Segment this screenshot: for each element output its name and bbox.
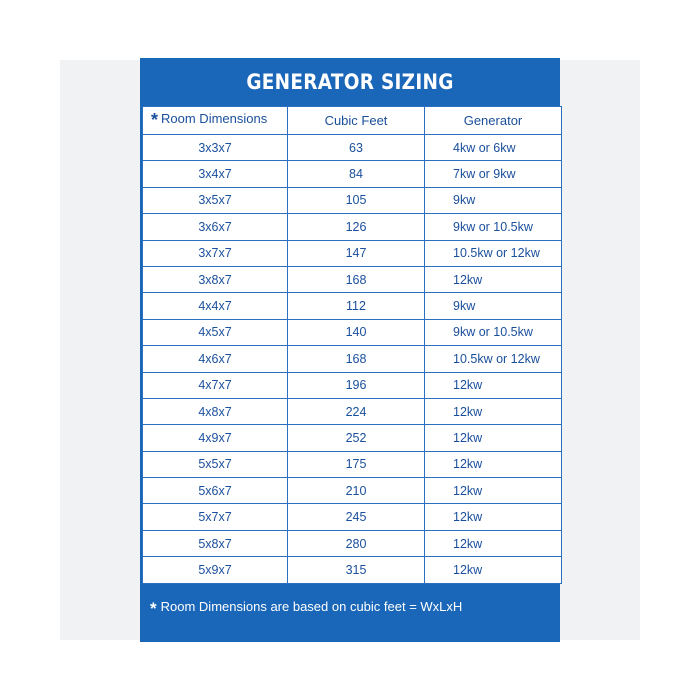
- cell-room-dimensions: 4x9x7: [143, 425, 288, 451]
- table-row: [143, 504, 562, 530]
- cell-cubic-feet: 210: [288, 478, 425, 504]
- cell-cubic-feet: 105: [288, 187, 425, 213]
- table-row: [143, 319, 562, 345]
- footnote: [150, 599, 462, 619]
- cell-generator: 9kw: [425, 293, 562, 319]
- table-row: [143, 557, 562, 583]
- cell-room-dimensions: 4x8x7: [143, 398, 288, 424]
- table-row: [143, 478, 562, 504]
- header-cubic-feet: Cubic Feet: [288, 107, 425, 135]
- cell-generator: 12kw: [425, 478, 562, 504]
- cell-room-dimensions: 3x8x7: [143, 266, 288, 292]
- cell-cubic-feet: 175: [288, 451, 425, 477]
- table-row: [143, 214, 562, 240]
- cell-generator: 12kw: [425, 451, 562, 477]
- cell-cubic-feet: 112: [288, 293, 425, 319]
- cell-room-dimensions: 5x7x7: [143, 504, 288, 530]
- cell-room-dimensions: 5x6x7: [143, 478, 288, 504]
- cell-cubic-feet: 196: [288, 372, 425, 398]
- cell-cubic-feet: 280: [288, 530, 425, 556]
- cell-cubic-feet: 224: [288, 398, 425, 424]
- cell-room-dimensions: 4x7x7: [143, 372, 288, 398]
- cell-room-dimensions: 5x8x7: [143, 530, 288, 556]
- asterisk-marker: *: [150, 599, 157, 618]
- cell-generator: 12kw: [425, 504, 562, 530]
- header-room-dimensions-label: Room Dimensions: [161, 111, 268, 126]
- cell-room-dimensions: 4x5x7: [143, 319, 288, 345]
- cell-cubic-feet: 245: [288, 504, 425, 530]
- cell-generator: 12kw: [425, 398, 562, 424]
- cell-generator: 10.5kw or 12kw: [425, 346, 562, 372]
- header-room-dimensions: [143, 107, 288, 135]
- table-row: [143, 425, 562, 451]
- cell-room-dimensions: 4x6x7: [143, 346, 288, 372]
- cell-generator: 9kw or 10.5kw: [425, 319, 562, 345]
- table-row: [143, 187, 562, 213]
- cell-cubic-feet: 168: [288, 346, 425, 372]
- cell-cubic-feet: 315: [288, 557, 425, 583]
- table-row: [143, 451, 562, 477]
- cell-room-dimensions: 3x5x7: [143, 187, 288, 213]
- cell-generator: 9kw: [425, 187, 562, 213]
- cell-cubic-feet: 63: [288, 135, 425, 161]
- table-row: [143, 240, 562, 266]
- cell-cubic-feet: 168: [288, 266, 425, 292]
- cell-generator: 12kw: [425, 266, 562, 292]
- asterisk-marker: *: [151, 110, 159, 130]
- cell-generator: 12kw: [425, 425, 562, 451]
- cell-cubic-feet: 252: [288, 425, 425, 451]
- cell-generator: 4kw or 6kw: [425, 135, 562, 161]
- cell-cubic-feet: 84: [288, 161, 425, 187]
- table-row: [143, 530, 562, 556]
- footnote-text: Room Dimensions are based on cubic feet = WxLxH: [160, 599, 463, 614]
- cell-generator: 12kw: [425, 557, 562, 583]
- cell-generator: 9kw or 10.5kw: [425, 214, 562, 240]
- cell-cubic-feet: 147: [288, 240, 425, 266]
- table-row: [143, 266, 562, 292]
- cell-generator: 10.5kw or 12kw: [425, 240, 562, 266]
- cell-room-dimensions: 4x4x7: [143, 293, 288, 319]
- table-row: [143, 372, 562, 398]
- page-title: GENERATOR SIZING: [246, 70, 454, 94]
- cell-generator: 7kw or 9kw: [425, 161, 562, 187]
- cell-room-dimensions: 3x3x7: [143, 135, 288, 161]
- table-row: [143, 398, 562, 424]
- cell-generator: 12kw: [425, 372, 562, 398]
- cell-room-dimensions: 3x7x7: [143, 240, 288, 266]
- table-row: [143, 161, 562, 187]
- generator-sizing-card: [140, 58, 560, 642]
- cell-room-dimensions: 5x9x7: [143, 557, 288, 583]
- generator-sizing-table: [142, 106, 562, 584]
- cell-room-dimensions: 5x5x7: [143, 451, 288, 477]
- cell-room-dimensions: 3x6x7: [143, 214, 288, 240]
- cell-cubic-feet: 126: [288, 214, 425, 240]
- table-row: [143, 135, 562, 161]
- table-row: [143, 293, 562, 319]
- table-row: [143, 346, 562, 372]
- cell-generator: 12kw: [425, 530, 562, 556]
- table-header-row: [143, 107, 562, 135]
- cell-cubic-feet: 140: [288, 319, 425, 345]
- header-generator: Generator: [425, 107, 562, 135]
- cell-room-dimensions: 3x4x7: [143, 161, 288, 187]
